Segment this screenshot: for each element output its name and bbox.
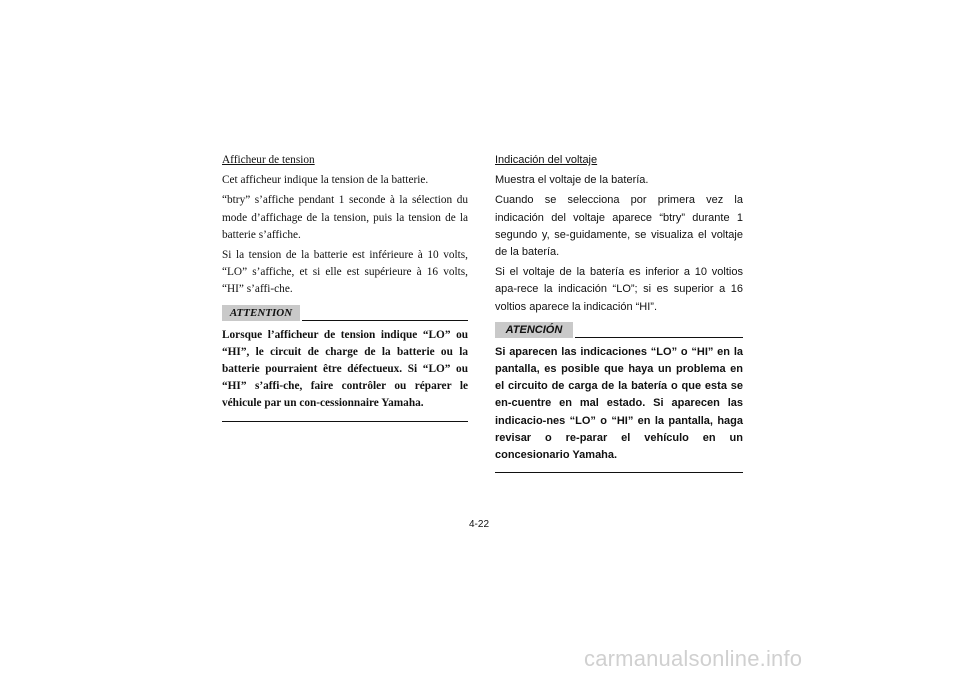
paragraph: Muestra el voltaje de la batería. — [495, 174, 649, 187]
french-column — [222, 152, 468, 422]
watermark: carmanualsonline.info — [584, 646, 803, 671]
caution-header — [495, 322, 743, 338]
caution-text: Lorsque l’afficheur de tension indique “LO” ou “HI”, le circuit de charge de la batterie ou la batterie pourraient être défectueux. Si “LO” ou “HI” s’affi-che, faire contrôler ou réparer le véhicule par un con-cessionnaire Yamaha. — [222, 328, 468, 410]
page-number: 4-22 — [469, 519, 490, 530]
spanish-column — [495, 152, 743, 473]
caution-label: ATENCIÓN — [495, 322, 573, 338]
paragraph: “btry” s’affiche pendant 1 seconde à la sélection du mode d’affichage de la tension, puis la tension de la batterie s’affiche. — [222, 194, 468, 241]
caution-end-rule — [222, 421, 468, 422]
section-heading: Afficheur de tension — [222, 154, 315, 166]
paragraph: Si el voltaje de la batería es inferior a 10 voltios apa-rece la indicación “LO”; si es superior a 16 voltios aparece la indicación “HI”. — [495, 266, 743, 313]
caution-label: ATTENTION — [222, 305, 300, 321]
paragraph: Si la tension de la batterie est inférieure à 10 volts, “LO” s’affiche, et si elle est supérieure à 16 volts, “HI” s’affi-che. — [222, 249, 468, 296]
section-heading: Indicación del voltaje — [495, 154, 598, 166]
caution-rule — [575, 337, 743, 338]
paragraph: Cet afficheur indique la tension de la batterie. — [222, 174, 429, 187]
caution-rule — [302, 320, 468, 321]
caution-header — [222, 305, 468, 321]
caution-end-rule — [495, 472, 743, 473]
caution-text: Si aparecen las indicaciones “LO” o “HI” en la pantalla, es posible que haya un problema en el circuito de carga de la batería o que esta se en-cuentre en mal estado. Si aparecen las indicacio-nes “LO” o “HI” en la pantalla, haga revisar o re-parar el vehículo en un concesionario Yamaha. — [495, 345, 743, 462]
paragraph: Cuando se selecciona por primera vez la indicación del voltaje aparece “btry” durante 1 segundo y, se-guidamente, se visualiza el voltaje de la batería. — [495, 194, 743, 259]
